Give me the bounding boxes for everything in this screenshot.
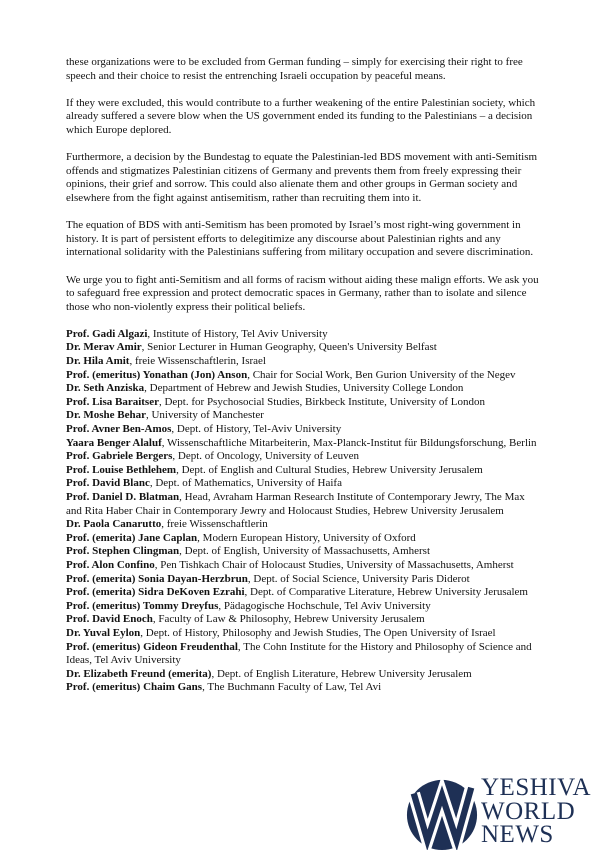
paragraph: The equation of BDS with anti-Semitism has been promoted by Israel’s most right-wing government in history. It is part of persistent efforts to delegitimize any discourse about Palestinian rights and any international solidarity with the Palestinians suffering from military occupation and severe discrimination. xyxy=(66,219,534,259)
signatory-affiliation: , Department of Hebrew and Jewish Studies, University College London xyxy=(144,382,464,395)
signatory-entry xyxy=(66,573,542,587)
signatory-name: Prof. Gadi Algazi xyxy=(66,327,148,340)
signatory-name: Dr. Seth Anziska xyxy=(66,382,145,395)
paragraph: We urge you to fight anti-Semitism and all forms of racism without aiding these malign efforts. We ask you to safeguard free expression and protect democratic spaces in Germany, rather than to isolate and silence those who non-violently express their political beliefs. xyxy=(66,273,539,313)
signatory-affiliation: , Faculty of Law & Philosophy, Hebrew University Jerusalem xyxy=(152,613,425,626)
signatory-name: Prof. (emerita) Jane Caplan xyxy=(66,531,198,544)
signatory-entry xyxy=(66,369,542,383)
logo-line-news: NEWS xyxy=(481,821,554,849)
signatory-entry xyxy=(66,409,542,423)
signatory-entry xyxy=(66,681,542,695)
signatory-name: Dr. Elizabeth Freund (emerita) xyxy=(66,667,212,680)
signatory-name: Dr. Yuval Eylon xyxy=(66,626,141,639)
signatory-entry xyxy=(66,518,542,532)
signatory-entry xyxy=(66,355,542,369)
signatory-name: Prof. (emeritus) Tommy Dreyfus xyxy=(66,599,219,612)
paragraphs-container xyxy=(66,56,542,314)
signatory-name: Prof. Gabriele Bergers xyxy=(66,450,173,463)
signatory-name: Dr. Merav Amir xyxy=(66,341,142,354)
signatories-list xyxy=(66,328,542,695)
signatory-name: Prof. (emerita) Sidra DeKoven Ezrahi xyxy=(66,586,245,599)
signatory-entry xyxy=(66,613,542,627)
signatory-entry xyxy=(66,532,542,546)
signatory-affiliation: , Dept. of Social Science, University Paris Diderot xyxy=(247,572,470,585)
paragraph: Furthermore, a decision by the Bundestag to equate the Palestinian-led BDS movement with anti-Semitism offends and stigmatizes Palestinian citizens of Germany and prevents them from freely expressing their opinions, their grief and sorrow. This could also alienate them and other groups in German society and elsewhere from the fight against antisemitism, rather than recruiting them into it. xyxy=(66,151,538,204)
signatory-entry xyxy=(66,437,542,451)
signatory-entry xyxy=(66,668,542,682)
signatory-affiliation: , Modern European History, University of Oxford xyxy=(197,531,416,544)
signatory-affiliation: , Dept. of History, Tel-Aviv University xyxy=(171,423,342,436)
signatory-entry xyxy=(66,491,542,518)
signatory-name: Prof. David Blanc xyxy=(66,477,150,490)
signatory-entry xyxy=(66,423,542,437)
ywn-logo xyxy=(402,774,600,850)
signatory-affiliation: , Dept. of Oncology, University of Leuven xyxy=(172,450,359,463)
signatory-affiliation: , Pen Tishkach Chair of Holocaust Studies, University of Massachusetts, Amherst xyxy=(154,558,514,571)
signatory-name: Prof. (emerita) Sonia Dayan-Herzbrun xyxy=(66,572,248,585)
letter-body xyxy=(66,56,542,695)
signatory-affiliation: , Chair for Social Work, Ben Gurion University of the Negev xyxy=(247,368,516,381)
logo-line-yeshiva: YESHIVA xyxy=(481,774,591,801)
signatory-affiliation: , Dept. of English, University of Massachusetts, Amherst xyxy=(179,545,431,558)
signatory-entry xyxy=(66,341,542,355)
signatory-name: Prof. Avner Ben-Amos xyxy=(66,423,172,436)
signatory-name: Prof. Louise Bethlehem xyxy=(66,463,177,476)
signatory-entry xyxy=(66,641,542,668)
signatory-name: Yaara Benger Alaluf xyxy=(66,436,162,449)
signatory-entry xyxy=(66,627,542,641)
signatory-affiliation: , freie Wissenschaftlerin xyxy=(161,518,268,531)
logo-line-world: WORLD xyxy=(481,797,576,825)
paragraph: If they were excluded, this would contribute to a further weakening of the entire Palestinian society, which already suffered a severe blow when the US government ended its funding to the Palestinians – a decision which Europe deplored. xyxy=(66,96,536,136)
signatory-affiliation: , Dept. of History, Philosophy and Jewish Studies, The Open University of Israel xyxy=(140,626,496,639)
signatory-entry xyxy=(66,464,542,478)
ywn-logo-mark-icon xyxy=(404,776,480,850)
signatory-name: Prof. Daniel D. Blatman xyxy=(66,491,180,503)
signatory-affiliation: , The Cohn Institute for the History and Philosophy of Science and Ideas, Tel Aviv University xyxy=(66,640,532,667)
signatory-name: Prof. Alon Confino xyxy=(66,558,155,571)
signatory-affiliation: , freie Wissenschaftlerin, Israel xyxy=(129,355,266,368)
signatory-affiliation: , Dept. for Psychosocial Studies, Birkbeck Institute, University of London xyxy=(158,395,485,408)
signatory-name: Dr. Moshe Behar xyxy=(66,409,146,422)
signatory-affiliation: , Dept. of English Literature, Hebrew University Jerusalem xyxy=(211,667,472,680)
signatory-name: Prof. (emeritus) Chaim Gans xyxy=(66,681,203,694)
signatory-name: Dr. Hila Amit xyxy=(66,355,130,368)
signatory-entry xyxy=(66,450,542,464)
signatory-affiliation: , Dept. of English and Cultural Studies, Hebrew University Jerusalem xyxy=(176,463,483,476)
signatory-entry xyxy=(66,382,542,396)
ywn-logo-text xyxy=(481,776,591,847)
signatory-name: Prof. (emeritus) Yonathan (Jon) Anson xyxy=(66,368,248,381)
signatory-name: Prof. David Enoch xyxy=(66,613,153,626)
signatory-affiliation: , University of Manchester xyxy=(145,409,264,422)
signatory-name: Prof. Lisa Baraitser xyxy=(66,395,159,408)
signatory-affiliation: , The Buchmann Faculty of Law, Tel Avi xyxy=(202,681,382,694)
signatory-affiliation: , Pädagogische Hochschule, Tel Aviv University xyxy=(218,599,431,612)
signatory-affiliation: , Dept. of Mathematics, University of Haifa xyxy=(149,477,342,490)
signatory-entry xyxy=(66,477,542,491)
signatory-affiliation: , Wissenschaftliche Mitarbeiterin, Max-Planck-Institut für Bildungsforschung, Berlin xyxy=(161,436,537,449)
signatory-entry xyxy=(66,559,542,573)
signatory-name: Prof. (emeritus) Gideon Freudenthal xyxy=(66,640,238,653)
signatory-name: Prof. Stephen Clingman xyxy=(66,545,180,558)
signatory-affiliation: , Dept. of Comparative Literature, Hebrew University Jerusalem xyxy=(244,586,528,599)
signatory-entry xyxy=(66,600,542,614)
signatory-affiliation: , Senior Lecturer in Human Geography, Queen's University Belfast xyxy=(141,341,437,354)
signatory-entry xyxy=(66,586,542,600)
signatory-entry xyxy=(66,396,542,410)
paragraph: these organizations were to be excluded from German funding – simply for exercising their right to free speech and their choice to resist the entrenching Israeli occupation by peaceful means. xyxy=(66,56,523,82)
signatory-affiliation: , Head, Avraham Harman Research Institute of Contemporary Jewry, The Max and Rita Haber Chair in Contemporary Jewry and Holocaust Studies, Hebrew University Jerusalem xyxy=(66,491,525,517)
signatory-affiliation: , Institute of History, Tel Aviv University xyxy=(147,327,328,340)
signatory-entry xyxy=(66,545,542,559)
signatory-name: Dr. Paola Canarutto xyxy=(66,518,162,531)
signatory-entry xyxy=(66,328,542,342)
